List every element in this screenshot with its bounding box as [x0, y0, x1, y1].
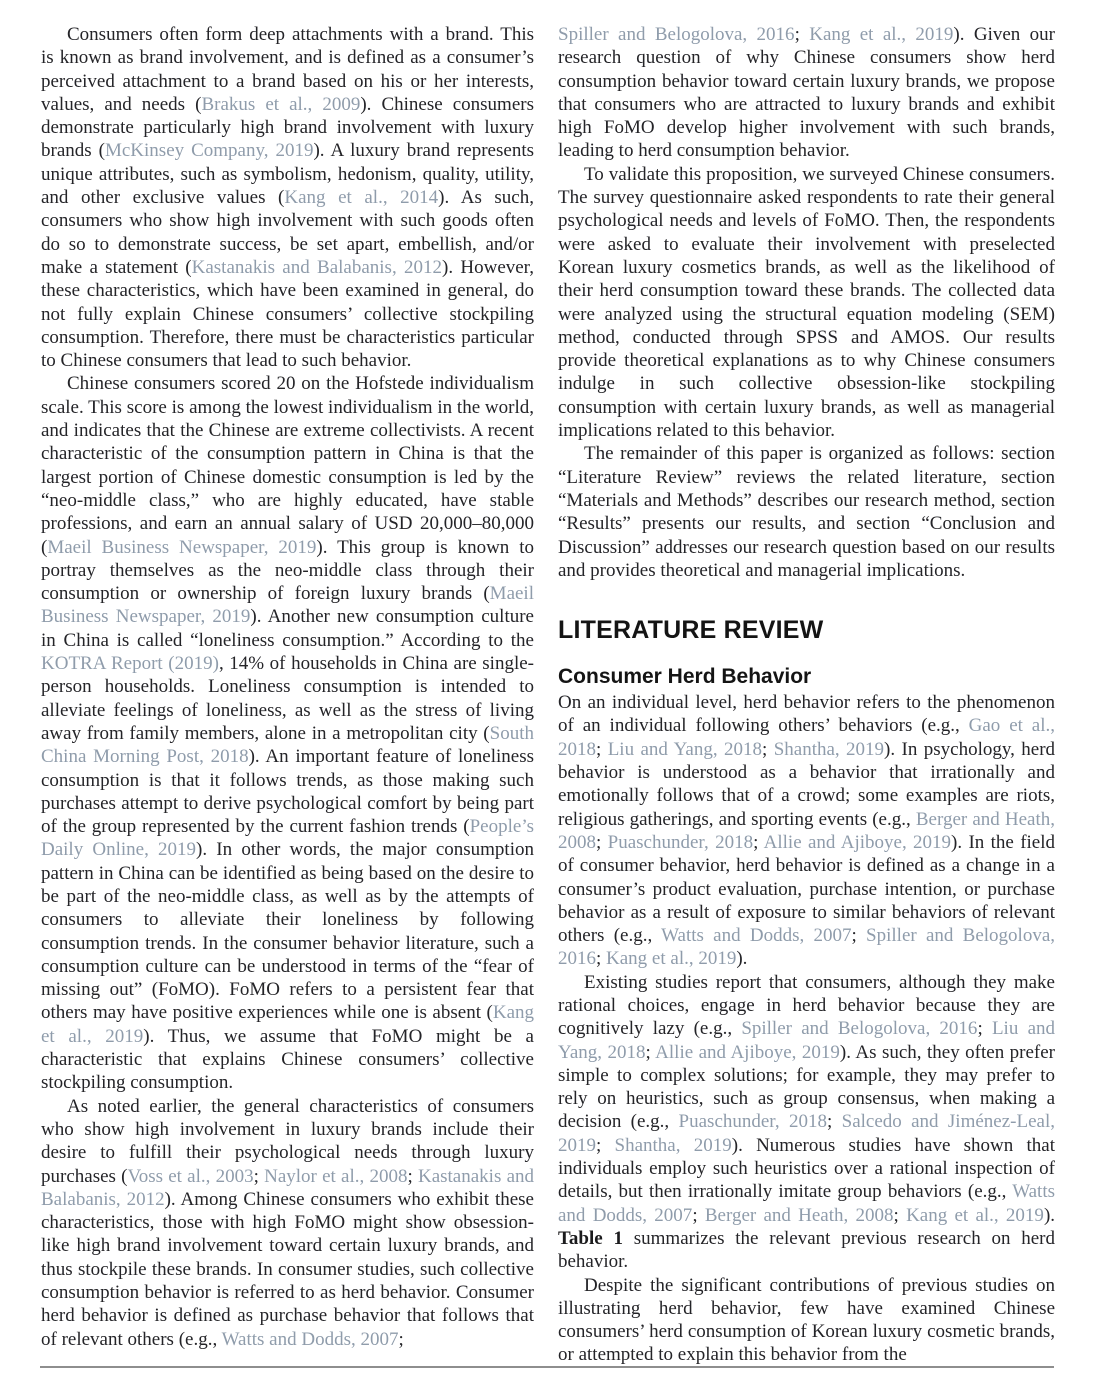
- citation-link[interactable]: Liu and Yang, 2018: [607, 738, 762, 760]
- citation-link[interactable]: Allie and Ajiboye, 2019: [655, 1041, 840, 1063]
- citation-link[interactable]: Kang et al., 2019: [809, 24, 954, 45]
- citation-link[interactable]: People’s Daily Online, 2019: [41, 816, 534, 861]
- citation-link[interactable]: Kastanakis and Balabanis, 2012: [191, 256, 442, 278]
- citation-link[interactable]: Spiller and Belogolova, 2016: [741, 1018, 978, 1040]
- citation-link[interactable]: Puaschunder, 2018: [678, 1111, 827, 1133]
- citation-link[interactable]: Watts and Dodds, 2007: [661, 925, 852, 947]
- right-column: [558, 23, 1055, 1367]
- citation-link[interactable]: Maeil Business Newspaper, 2019: [41, 583, 534, 628]
- citation-link[interactable]: Spiller and Belogolova, 2016: [558, 24, 795, 45]
- paragraph: Existing studies report that consumers, although they make rational choices, engage in herd behavior because they are cognitively lazy (e.g., Spiller and Belogolova, 2016; Liu and Yang, 2018; Allie and Ajiboye, 2019). As such, they often prefer simple to complex solutions; for example, they may prefer to rely on heuristics, such as group consensus, when making a decision (e.g., Puaschunder, 2018; Salcedo and Jiménez-Leal, 2019; Shantha, 2019). Numerous studies have shown that individuals employ such heuristics over a rational inspection of details, but then irrationally imitate group behaviors (e.g., Watts and Dodds, 2007; Berger and Heath, 2008; Kang et al., 2019). Table 1 summarizes the relevant previous research on herd behavior.: [558, 971, 1056, 1273]
- citation-link[interactable]: Watts and Dodds, 2007: [558, 1181, 1055, 1226]
- paragraph: To validate this proposition, we surveyed Chinese consumers. The survey questionnaire asked respondents to rate their general psychological needs and levels of FoMO. Then, the respondents were asked to evaluate their involvement with preselected Korean luxury cosmetics brands, as well as the likelihood of their herd consumption toward these brands. The collected data were analyzed using the structural equation modeling (SEM) method, conducted through SPSS and AMOS. Our results provide theoretical explanations as to why Chinese consumers indulge in such collective obsession-like stockpiling consumption with certain luxury brands, as well as managerial implications related to this behavior.: [558, 163, 1055, 442]
- citation-link[interactable]: Voss et al., 2003: [127, 1165, 254, 1187]
- citation-link[interactable]: Puaschunder, 2018: [607, 831, 754, 853]
- citation-link[interactable]: Liu and Yang, 2018: [558, 1018, 1055, 1063]
- section-heading: LITERATURE REVIEW: [558, 616, 824, 645]
- citation-link[interactable]: Kang et al., 2019: [41, 1002, 534, 1047]
- citation-link[interactable]: Kang et al., 2014: [284, 187, 439, 209]
- paragraph: The remainder of this paper is organized as follows: section “Literature Review” reviews the related literature, section “Materials and Methods” describes our research method, section “Results” presents our results, and section “Conclusion and Discussion” addresses our research question based on our results and provides theoretical and managerial implications.: [558, 443, 1055, 581]
- paragraph: Despite the significant contributions of previous studies on illustrating herd behavior, few have examined Chinese consumers’ herd consumption of Korean luxury cosmetic brands, or attempted to explain this behavior from the: [558, 1274, 1055, 1366]
- subsection-heading: Consumer Herd Behavior: [558, 665, 812, 689]
- citation-link[interactable]: Shantha, 2019: [614, 1134, 732, 1156]
- citation-link[interactable]: Gao et al., 2018: [558, 715, 1056, 760]
- citation-link[interactable]: Spiller and Belogolova, 2016: [558, 925, 1056, 970]
- footer-rule: [40, 1366, 1054, 1368]
- paragraph: As noted earlier, the general characteristics of consumers who show high involvement in luxury brands include their desire to fulfill their psychological needs through luxury purchases (Voss et al., 2003; Naylor et al., 2008; Kastanakis and Balabanis, 2012). Among Chinese consumers who exhibit these characteristics, those with high FoMO might show obsession-like high brand involvement toward certain luxury brands, and thus stockpile these brands. In consumer studies, such collective consumption behavior is referred to as herd behavior. Consumer herd behavior is defined as purchase behavior that follows that of relevant others (e.g., Watts and Dodds, 2007;: [41, 1095, 535, 1350]
- citation-link[interactable]: South China Morning Post, 2018: [41, 722, 534, 768]
- citation-link[interactable]: Kang et al., 2019: [606, 948, 737, 970]
- paragraph: On an individual level, herd behavior refers to the phenomenon of an individual following others’ behaviors (e.g., Gao et al., 2018; Liu and Yang, 2018; Shantha, 2019). In psychology, herd behavior is understood as a behavior that irrationally and emotionally follows that of a crowd; some examples are riots, religious gatherings, and sporting events (e.g., Berger and Heath, 2008; Puaschunder, 2018; Allie and Ajiboye, 2019). In the field of consumer behavior, herd behavior is defined as a change in a consumer’s product evaluation, purchase intention, or purchase behavior as a result of exposure to similar behaviors of relevant others (e.g., Watts and Dodds, 2007; Spiller and Belogolova, 2016; Kang et al., 2019).: [558, 692, 1056, 970]
- citation-link[interactable]: Brakus et al., 2009: [201, 93, 361, 115]
- citation-link[interactable]: Salcedo and Jiménez-Leal, 2019: [558, 1111, 1055, 1156]
- paragraph: Consumers often form deep attachments with a brand. This is known as brand involvement, and is defined as a consumer’s perceived attachment to a brand based on his or her interests, values, and needs (Brakus et al., 2009). Chinese consumers demonstrate particularly high brand involvement with luxury brands (McKinsey Company, 2019). A luxury brand represents unique attributes, such as symbolism, hedonism, quality, utility, and other exclusive values (Kang et al., 2014). As such, consumers who show high involvement with such goods often do so to demonstrate success, be set apart, embellish, and/or make a statement (Kastanakis and Balabanis, 2012). However, these characteristics, which have been examined in general, do not fully explain Chinese consumers’ collective stockpiling consumption. Therefore, there must be characteristics particular to Chinese consumers that lead to such behavior.: [41, 24, 535, 372]
- citation-link[interactable]: Berger and Heath, 2008: [558, 808, 1055, 853]
- citation-link[interactable]: Allie and Ajiboye, 2019: [763, 831, 952, 853]
- paragraph: Spiller and Belogolova, 2016; Kang et al., 2019). Given our research question of why Chinese consumers show herd consumption behavior toward certain luxury brands, we propose that consumers who are attracted to luxury brands and exhibit high FoMO develop higher involvement with such brands, leading to herd consumption behavior.: [558, 24, 1056, 162]
- citation-link[interactable]: Berger and Heath, 2008: [704, 1204, 894, 1226]
- citation-link[interactable]: Maeil Business Newspaper, 2019: [47, 536, 317, 558]
- citation-link[interactable]: Kastanakis and Balabanis, 2012: [41, 1165, 535, 1210]
- left-column: [41, 23, 534, 1351]
- citation-link[interactable]: Watts and Dodds, 2007: [221, 1328, 399, 1350]
- citation-link[interactable]: Naylor et al., 2008: [264, 1165, 408, 1187]
- citation-link[interactable]: Shantha, 2019: [773, 738, 885, 760]
- citation-link[interactable]: McKinsey Company, 2019: [104, 140, 314, 162]
- table-reference-link[interactable]: Table 1: [558, 1227, 623, 1249]
- paragraph: Chinese consumers scored 20 on the Hofstede individualism scale. This score is among the lowest individualism in the world, and indicates that the Chinese are extreme collectivists. A recent characteristic of the consumption pattern in China is that the largest portion of Chinese domestic consumption is led by the “neo-middle class,” who are highly educated, have stable professions, and earn an annual salary of USD 20,000–80,000 (Maeil Business Newspaper, 2019). This group is known to portray themselves as the neo-middle class through their consumption or ownership of foreign luxury brands (Maeil Business Newspaper, 2019). Another new consumption culture in China is called “loneliness consumption.” According to the KOTRA Report (2019), 14% of households in China are single-person households. Loneliness consumption is intended to alleviate feelings of loneliness, as well as the stress of living away from family members, alone in a metropolitan city (South China Morning Post, 2018). An important feature of loneliness consumption is that it follows trends, as those making such purchases attempt to derive psychological comfort by being part of the group represented by the current fashion trends (People’s Daily Online, 2019). In other words, the major consumption pattern in China can be identified as being based on the desire to be part of the neo-middle class, as well as by the attempts of consumers to alleviate their loneliness by following consumption trends. In the consumer behavior literature, such a consumption culture can be understood in terms of the “fear of missing out” (FoMO). FoMO refers to a persistent fear that others may have positive experiences while one is absent (Kang et al., 2019). Thus, we assume that FoMO might be a characteristic that explains Chinese consumers’ collective stockpiling consumption.: [41, 373, 535, 1094]
- citation-link[interactable]: Kang et al., 2019: [906, 1204, 1044, 1226]
- citation-link[interactable]: KOTRA Report (2019): [41, 653, 219, 675]
